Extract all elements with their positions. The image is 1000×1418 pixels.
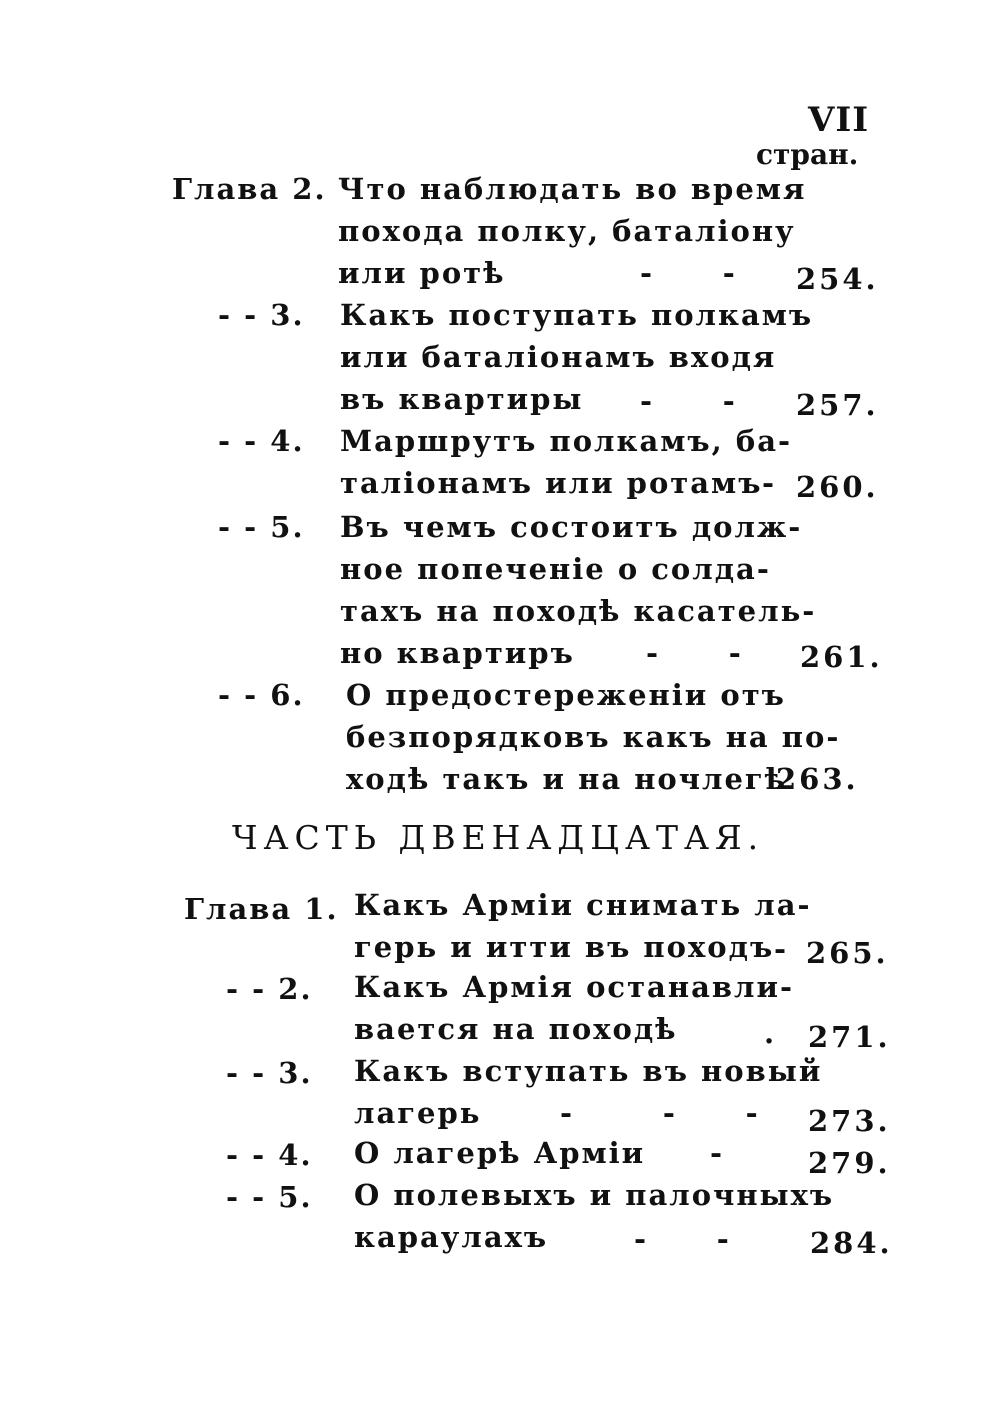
chapter-title-line: Какъ Арміи снимать ла-: [354, 888, 812, 922]
page-ref: 265.: [806, 936, 889, 970]
leader-dots: -: [774, 932, 787, 966]
page-column-label: стран.: [756, 138, 859, 171]
chapter-title-line: или ротѣ: [338, 256, 506, 290]
leader-dots: - -: [640, 384, 735, 418]
chapter-title-line: похода полку, баталіону: [338, 214, 796, 248]
page-ref: 254.: [796, 262, 879, 296]
page-ref: 271.: [808, 1020, 891, 1054]
page-number-roman: VII: [808, 100, 870, 140]
page-ref: 279.: [808, 1146, 891, 1180]
leader-dots: - -: [634, 1222, 729, 1256]
chapter-prefix: - - 3.: [226, 1056, 313, 1090]
leader-dots: - -: [646, 636, 741, 670]
chapter-prefix: Глава 1.: [184, 892, 339, 926]
chapter-prefix: - - 2.: [226, 972, 313, 1006]
chapter-prefix: - - 4.: [218, 424, 305, 458]
chapter-title-line: караулахъ: [354, 1220, 549, 1254]
chapter-title-line: Какъ Армія останавли-: [354, 970, 794, 1004]
chapter-title-line: О лагерѣ Арміи: [354, 1136, 646, 1170]
page-ref: 261.: [800, 640, 883, 674]
page-ref: 260.: [796, 470, 879, 504]
leader-dots: - - -: [560, 1096, 758, 1130]
page-ref: 284.: [810, 1226, 893, 1260]
leader-dots: - -: [640, 256, 735, 290]
chapter-title-line: но квартиръ: [340, 636, 575, 670]
leader-dots: -: [762, 466, 775, 500]
part-heading: ЧАСТЬ ДВЕНАДЦАТАЯ.: [232, 818, 765, 857]
chapter-title-line: или баталіонамъ входя: [340, 340, 777, 374]
leader-dots: -: [710, 1136, 723, 1170]
chapter-title-line: Маршрутъ полкамъ, ба-: [340, 424, 793, 458]
chapter-prefix: - - 3.: [218, 298, 305, 332]
chapter-prefix: - - 5.: [226, 1180, 313, 1214]
chapter-prefix: - - 6.: [218, 678, 305, 712]
chapter-title-line: герь и итти въ походъ: [354, 930, 775, 964]
chapter-title-line: таліонамъ или ротамъ: [340, 466, 763, 500]
chapter-title-line: безпорядковъ какъ на по-: [346, 720, 841, 754]
chapter-title-line: Какъ поступать полкамъ: [340, 298, 814, 332]
page-ref: 263.: [776, 762, 859, 796]
chapter-prefix: - - 5.: [218, 510, 305, 544]
chapter-title-line: въ квартиры: [340, 382, 584, 416]
chapter-title-line: вается на походѣ: [354, 1012, 678, 1046]
chapter-title-line: О предостереженіи отъ: [346, 678, 786, 712]
chapter-prefix: - - 4.: [226, 1138, 313, 1172]
leader-dots: .: [764, 1016, 775, 1050]
chapter-title-line: Какъ вступать въ новый: [354, 1054, 823, 1088]
page-ref: 257.: [796, 388, 879, 422]
chapter-title-line: Въ чемъ состоитъ долж-: [340, 510, 803, 544]
chapter-title-line: тахъ на походѣ касатель-: [340, 594, 817, 628]
chapter-title-line: ное попеченіе о солда-: [340, 552, 771, 586]
chapter-prefix: Глава 2.: [172, 172, 327, 206]
chapter-title-line: ходѣ такъ и на ночлегѣ: [346, 762, 788, 796]
chapter-title-line: О полевыхъ и палочныхъ: [354, 1178, 835, 1212]
page-ref: 273.: [808, 1104, 891, 1138]
chapter-title-line: лагерь: [354, 1096, 482, 1130]
chapter-title-line: Что наблюдать во время: [338, 172, 807, 206]
